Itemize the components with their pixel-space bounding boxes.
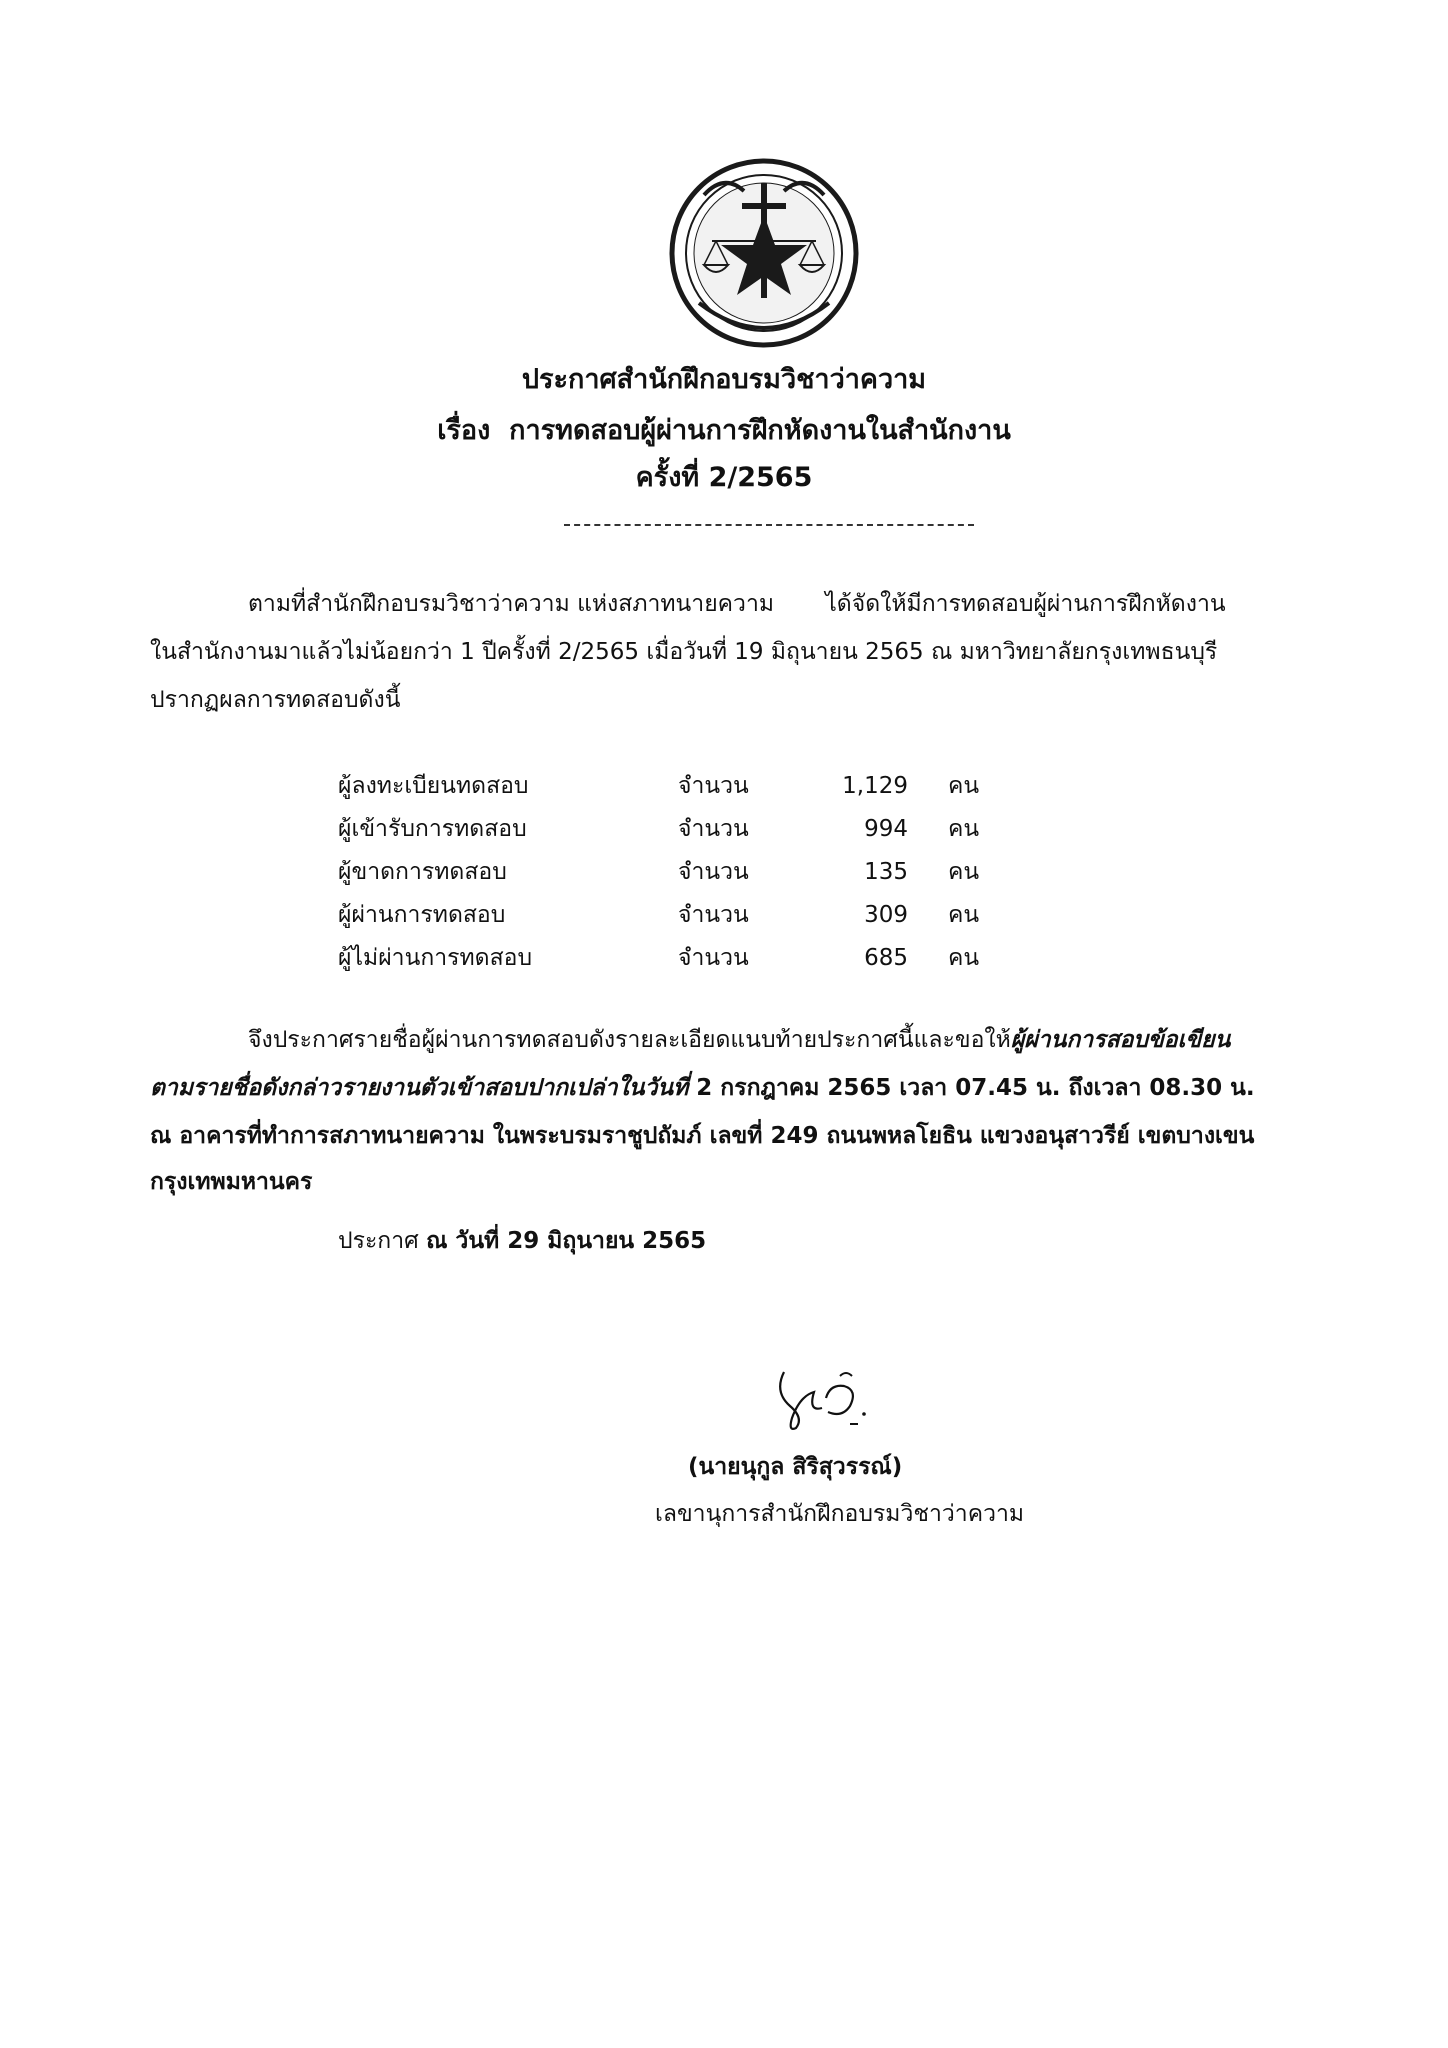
table-row xyxy=(338,893,1028,936)
law-society-seal-icon xyxy=(664,153,864,353)
table-row xyxy=(338,764,1028,807)
notice-line-1-emphasis: ผู้ผ่านการสอบข้อเขียน xyxy=(1010,1027,1231,1053)
row-label: ผู้ลงทะเบียนทดสอบ xyxy=(338,772,529,799)
row-unit: คน xyxy=(948,772,980,799)
row-unit: คน xyxy=(948,815,980,842)
results-table xyxy=(338,764,1028,979)
announced-prefix: ประกาศ xyxy=(338,1228,419,1254)
row-word: จำนวน xyxy=(678,944,749,971)
row-word: จำนวน xyxy=(678,772,749,799)
subject-prefix: เรื่อง xyxy=(437,415,491,446)
notice-line-2-rest: 2 กรกฎาคม 2565 เวลา 07.45 น. ถึงเวลา 08.30 น. xyxy=(688,1075,1255,1101)
signatory-name: (นายนุกูล สิริสุวรรณ์) xyxy=(688,1454,903,1480)
notice-line-1-plain: จึงประกาศรายชื่อผู้ผ่านการทดสอบดังรายละเอียดแนบท้ายประกาศนี้และขอให้ xyxy=(248,1027,1011,1053)
notice-line-2-emphasis: ตามรายชื่อดังกล่าวรายงานตัวเข้าสอบปากเปล่าในวันที่ xyxy=(150,1075,689,1101)
table-row xyxy=(338,936,1028,979)
row-unit: คน xyxy=(948,944,980,971)
row-label: ผู้ขาดการทดสอบ xyxy=(338,858,507,885)
row-count: 685 xyxy=(864,944,908,971)
notice-line-2 xyxy=(150,1071,1255,1105)
row-label: ผู้เข้ารับการทดสอบ xyxy=(338,815,527,842)
row-count: 135 xyxy=(864,858,908,885)
signatory-position: เลขานุการสำนักฝึกอบรมวิชาว่าความ xyxy=(655,1501,1025,1527)
intro-line-2: ในสำนักงานมาแล้วไม่น้อยกว่า 1 ปีครั้งที่ 2/2565 เมื่อวันที่ 19 มิถุนายน 2565 ณ มหาวิทยาลัยกรุงเทพธนบุรี xyxy=(150,639,1218,665)
intro-line-1-a: ตามที่สำนักฝึกอบรมวิชาว่าความ แห่งสภาทนายความ xyxy=(248,591,775,617)
announcement-subject xyxy=(0,411,1448,451)
row-unit: คน xyxy=(948,858,980,885)
announcement-date xyxy=(338,1224,706,1258)
announced-date: ณ วันที่ 29 มิถุนายน 2565 xyxy=(426,1228,707,1254)
table-row xyxy=(338,807,1028,850)
intro-line-3: ปรากฏผลการทดสอบดังนี้ xyxy=(150,687,401,713)
row-count: 309 xyxy=(864,901,908,928)
row-word: จำนวน xyxy=(678,858,749,885)
table-row xyxy=(338,850,1028,893)
notice-line-4: กรุงเทพมหานคร xyxy=(150,1169,313,1195)
intro-line-1 xyxy=(248,587,1226,621)
row-word: จำนวน xyxy=(678,815,749,842)
row-label: ผู้ผ่านการทดสอบ xyxy=(338,901,506,928)
notice-line-1 xyxy=(248,1023,1230,1057)
row-label: ผู้ไม่ผ่านการทดสอบ xyxy=(338,944,533,971)
header-divider xyxy=(564,524,974,526)
announcement-round: ครั้งที่ 2/2565 xyxy=(635,462,813,493)
row-count: 994 xyxy=(864,815,908,842)
row-unit: คน xyxy=(948,901,980,928)
intro-line-1-b: ได้จัดให้มีการทดสอบผู้ผ่านการฝึกหัดงาน xyxy=(825,591,1226,617)
subject-text: การทดสอบผู้ผ่านการฝึกหัดงานในสำนักงาน xyxy=(509,415,1011,446)
notice-line-3: ณ อาคารที่ทำการสภาทนายความ ในพระบรมราชูปถัมภ์ เลขที่ 249 ถนนพหลโยธิน แขวงอนุสาวรีย์ เขตบางเขน xyxy=(150,1123,1255,1149)
handwritten-signature-icon xyxy=(770,1362,880,1434)
row-word: จำนวน xyxy=(678,901,749,928)
announcement-title: ประกาศสำนักฝึกอบรมวิชาว่าความ xyxy=(521,364,927,395)
row-count: 1,129 xyxy=(842,772,908,799)
